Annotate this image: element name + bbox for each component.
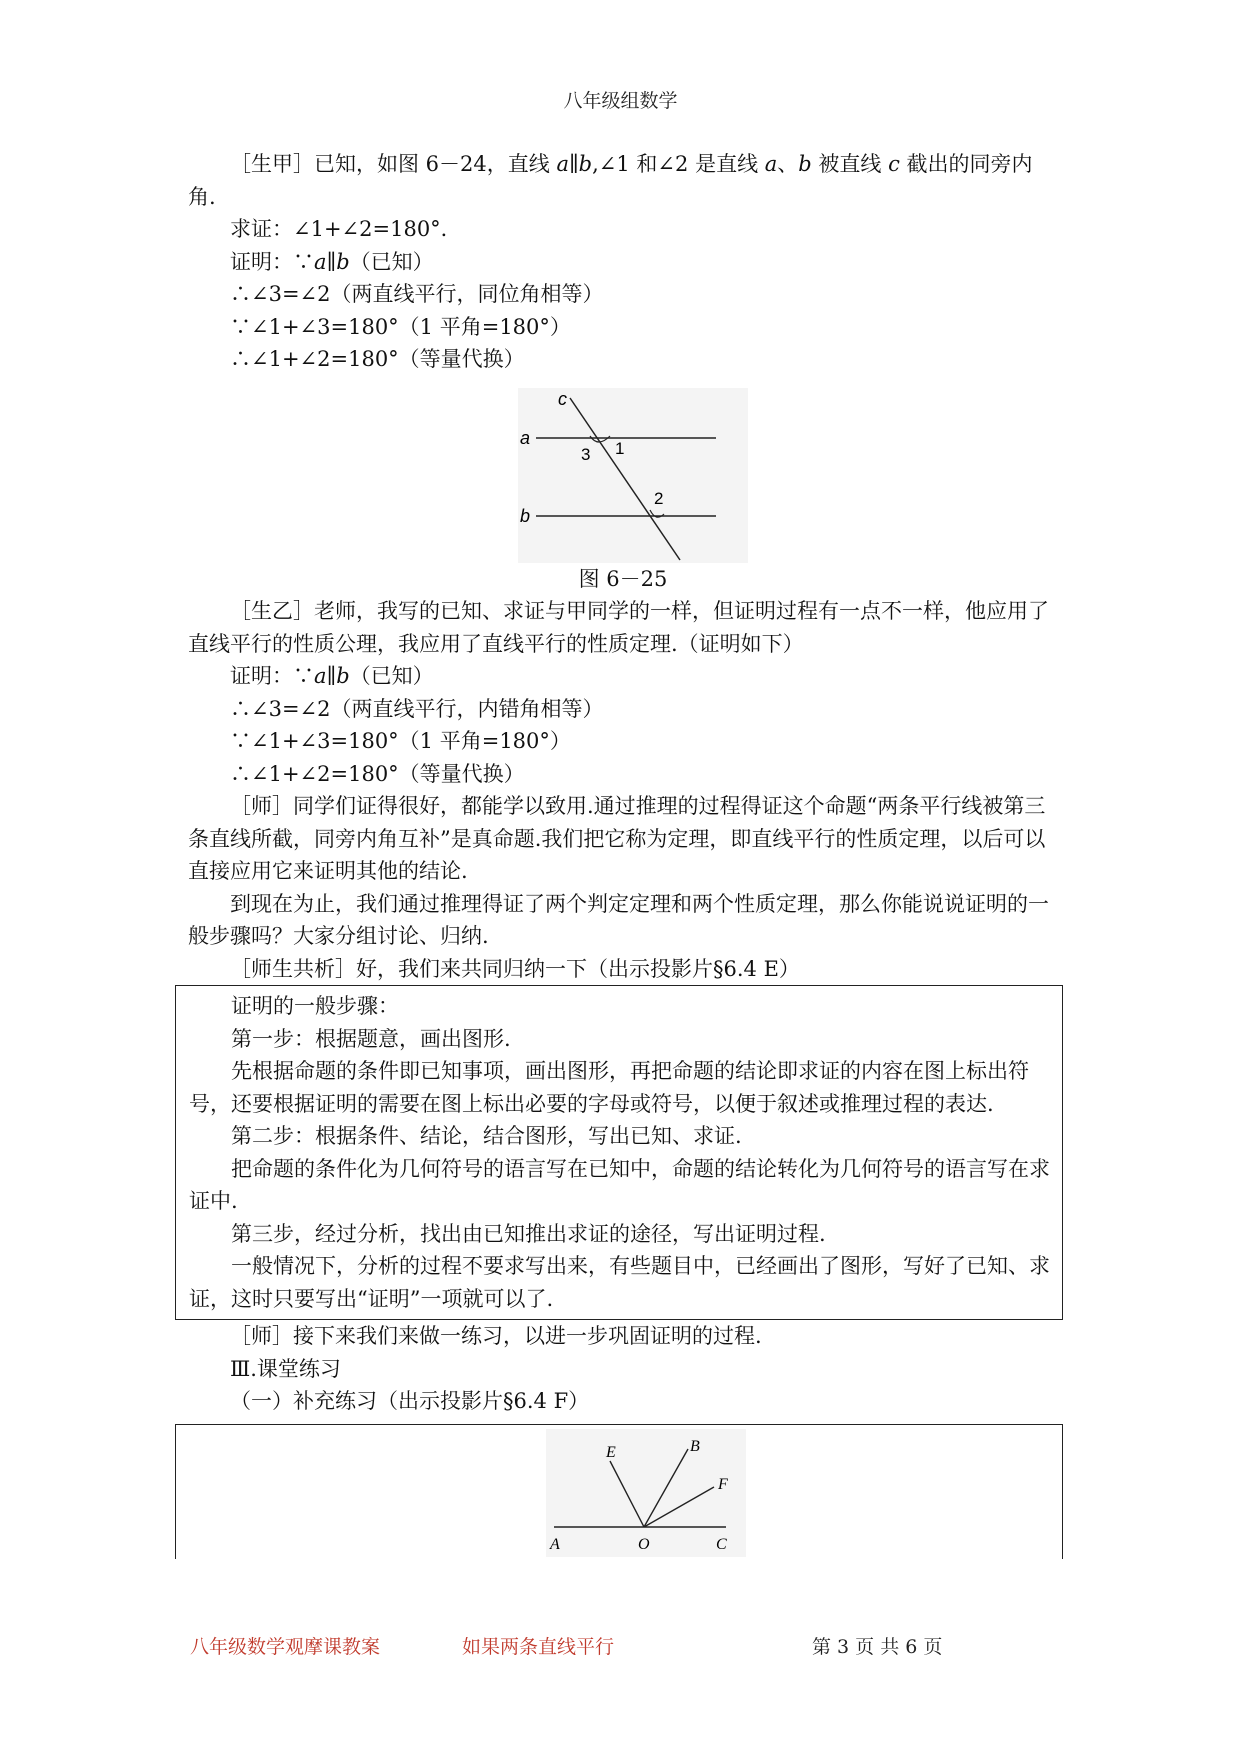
footer-doc-title: 八年级数学观摩课教案	[190, 1636, 381, 1658]
symbol-b: b	[798, 152, 812, 176]
label-angle-1: 1	[615, 438, 625, 458]
figure-background	[518, 388, 748, 563]
label-angle-2: 2	[654, 488, 664, 508]
student-b-statement: ［生乙］老师，我写的已知、求证与甲同学的一样，但证明过程有一点不一样，他应用了直线平行的性质公理，我应用了直线平行的性质定理.（证明如下）	[188, 599, 1049, 656]
label-o: O	[638, 1535, 650, 1553]
symbol-b: b	[336, 249, 350, 274]
symbol-a: a	[314, 664, 327, 688]
box-step-3: 第三步，经过分析，找出由已知推出求证的途径，写出证明过程.	[231, 1221, 826, 1246]
parallel-symbol: ∥	[326, 249, 337, 274]
parallel-symbol: ∥	[568, 152, 579, 176]
classroom-practice-heading: Ⅲ.课堂练习	[230, 1356, 341, 1381]
box-step-2: 第二步：根据条件、结论，结合图形，写出已知、求证.	[231, 1124, 742, 1148]
parallel-symbol: ∥	[326, 664, 337, 688]
label-angle-3: 3	[581, 444, 591, 464]
symbol-a: a	[556, 152, 569, 176]
label-a: a	[520, 427, 531, 448]
proof-line-2: ∴∠3=∠2（两直线平行，同位角相等）	[230, 282, 604, 306]
proof-line-1	[188, 246, 1058, 279]
footer-page-number: 第 3 页 共 6 页	[812, 1636, 943, 1658]
page-header: 八年级组数学	[563, 90, 678, 112]
footer-lesson-title: 如果两条直线平行	[462, 1636, 615, 1658]
label-b: b	[520, 505, 531, 526]
symbol-a: a	[764, 152, 778, 176]
label-f: F	[718, 1475, 728, 1493]
text-segment: 被直线	[811, 152, 889, 176]
symbol-a: a	[314, 249, 327, 274]
proof2-line-1	[188, 660, 1058, 693]
proof-line-3: ∵∠1+∠3=180°（1 平角=180°）	[230, 314, 571, 339]
text-segment: 截出的同旁内角.	[188, 152, 1033, 209]
label-b-point: B	[690, 1437, 700, 1455]
angle-rays-figure	[546, 1429, 746, 1557]
symbol-b: b	[578, 152, 593, 176]
text-segment: （已知）	[349, 249, 434, 274]
box-title: 证明的一般步骤：	[231, 994, 399, 1018]
proof2-line-2: ∴∠3=∠2（两直线平行，内错角相等）	[230, 696, 604, 721]
proof-line-4: ∴∠1+∠2=180°（等量代换）	[230, 347, 525, 371]
box-step-2-detail: 把命题的条件化为几何符号的语言写在已知中，命题的结论转化为几何符号的语言写在求证中.	[189, 1156, 1050, 1213]
text-segment: ,∠1 和∠2 是直线	[592, 152, 765, 176]
text-segment: 证明：∵	[230, 664, 314, 688]
label-c-point: C	[716, 1535, 727, 1553]
exercise-box	[175, 1424, 1063, 1559]
prove-line: 求证：∠1+∠2=180°．	[230, 217, 462, 241]
figure-caption: 图 6－25	[578, 566, 668, 591]
teacher-next: ［师］接下来我们来做一练习，以进一步巩固证明的过程.	[230, 1324, 762, 1348]
symbol-c: c	[888, 152, 900, 176]
joint-analysis: ［师生共析］好，我们来共同归纳一下（出示投影片§6.4 E）	[230, 956, 800, 981]
label-c: c	[558, 388, 567, 409]
box-step-1: 第一步：根据题意，画出图形.	[231, 1026, 511, 1051]
parallel-lines-figure	[518, 388, 748, 563]
student-a-statement	[188, 148, 1058, 213]
box-step-1-detail: 先根据命题的条件即已知事项，画出图形，再把命题的结论即求证的内容在图上标出符号，还要根据证明的需要在图上标出必要的字母或符号，以便于叙述或推理过程的表达.	[189, 1059, 1029, 1116]
supplementary-practice: （一）补充练习（出示投影片§6.4 F）	[230, 1389, 590, 1413]
label-e: E	[606, 1443, 616, 1461]
teacher-comment: ［师］同学们证得很好，都能学以致用.通过推理的过程得证这个命题“两条平行线被第三条直线所截，同旁内角互补”是真命题.我们把它称为定理，即直线平行的性质定理，以后可以直接应用它来证明其他的结论.	[188, 794, 1046, 883]
summary-question: 到现在为止，我们通过推理得证了两个判定定理和两个性质定理，那么你能说说证明的一般步骤吗？大家分组讨论、归纳.	[188, 891, 1049, 948]
text-segment: 证明：∵	[230, 249, 314, 274]
text-segment: 、	[777, 152, 799, 176]
text-segment: （已知）	[349, 664, 434, 688]
proof-steps-box	[175, 985, 1063, 1320]
box-step-3-detail: 一般情况下，分析的过程不要求写出来，有些题目中，已经画出了图形，写好了已知、求证，这时只要写出“证明”一项就可以了.	[189, 1254, 1050, 1311]
text-segment: ［生甲］已知，如图 6－24，直线	[230, 152, 557, 176]
proof2-line-3: ∵∠1+∠3=180°（1 平角=180°）	[230, 729, 571, 753]
symbol-b: b	[336, 664, 350, 688]
main-content	[188, 148, 1058, 1559]
proof2-line-4: ∴∠1+∠2=180°（等量代换）	[230, 761, 525, 786]
label-a-point: A	[550, 1535, 560, 1553]
